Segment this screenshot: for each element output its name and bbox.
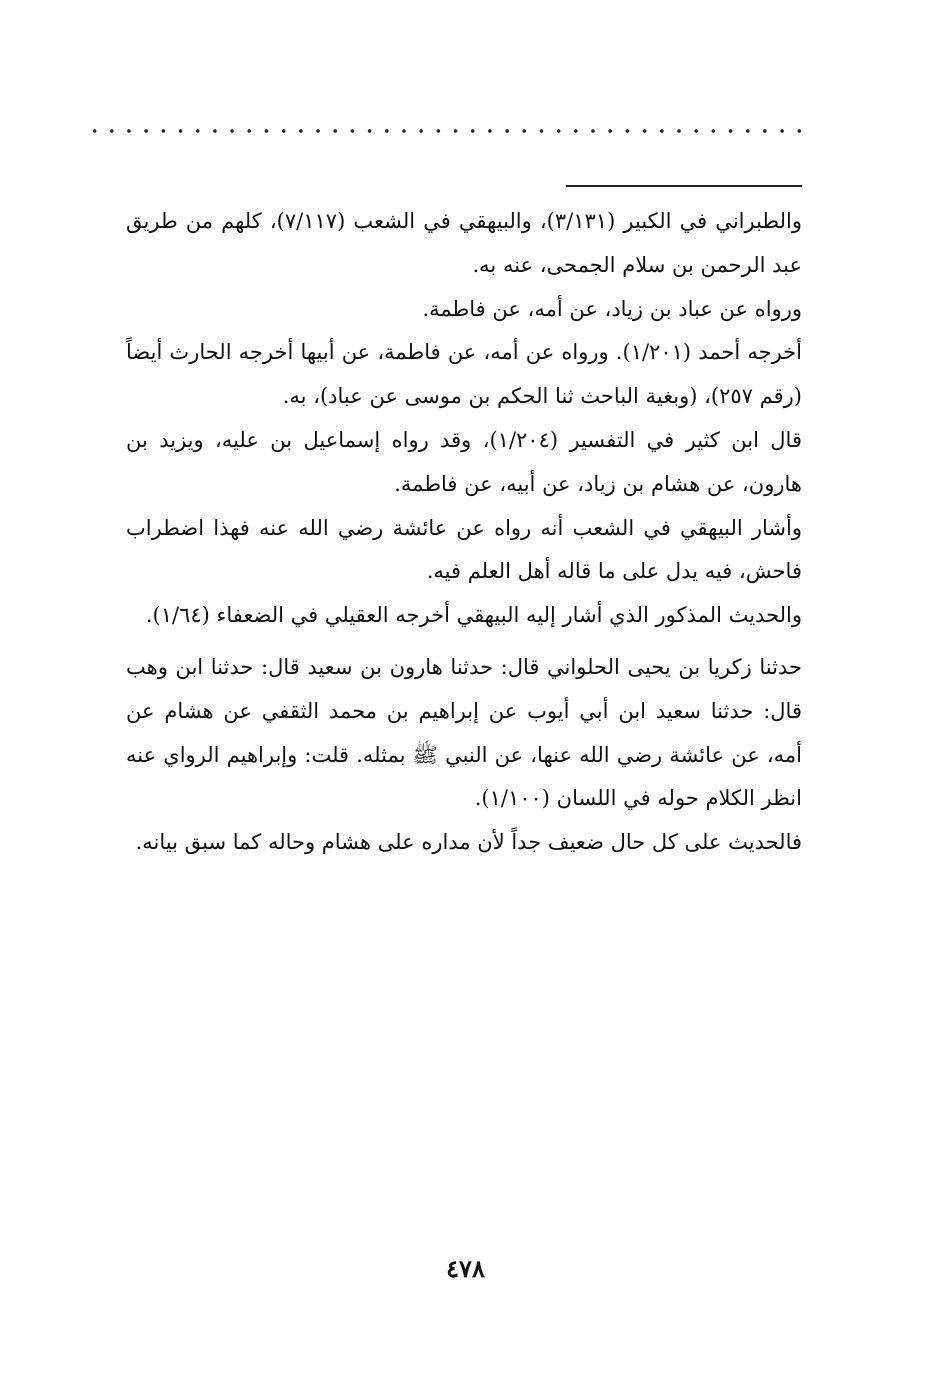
footnote-paragraph: حدثنا زكريا بن يحيى الحلواني قال: حدثنا هارون بن سعيد قال: حدثنا ابن وهب قال: حدثنا سعيد ابن أبي أيوب عن إبراهيم بن محمد الثقفي عن هشام عن أمه، عن عائشة رضي الله عنها، عن النبي ﷺ بمثله. قلت: وإبراهيم الرواي عنه انظر الكلام حوله في اللسان (١/١٠٠). <box>126 654 802 811</box>
footnote-text-block <box>126 200 802 865</box>
page-number: ٤٧٨ <box>446 1254 485 1283</box>
footnote-paragraph: والطبراني في الكبير (٣/١٣١)، والبيهقي في الشعب (٧/١١٧)، كلهم من طريق عبد الرحمن بن سلام الجمحى، عنه به. <box>126 209 803 277</box>
footnote-paragraph: قال ابن كثير في التفسير (١/٢٠٤)، وقد رواه إسماعيل بن عليه، ويزيد بن هارون، عن هشام بن زياد، عن أبيه، عن فاطمة. <box>126 427 802 496</box>
footnote-paragraph: وأشار البيهقي في الشعب أنه رواه عن عائشة رضي الله عنه فهذا اضطراب فاحش، فيه يدل على ما قاله أهل العلم فيه. <box>126 515 802 584</box>
footnote-paragraph: أخرجه أحمد (١/٢٠١). ورواه عن أمه، عن فاطمة، عن أبيها أخرجه الحارث أيضاً (رقم ٢٥٧)، (وبغية الباحث ثنا الحكم بن موسى عن عباد)، به. <box>126 340 802 409</box>
footnote-paragraph: ورواه عن عباد بن زياد، عن أمه، عن فاطمة. <box>422 296 802 321</box>
dotted-separator <box>86 128 802 134</box>
footnote-paragraph: فالحديث على كل حال ضعيف جداً لأن مداره على هشام وحاله كما سبق بيانه. <box>135 830 802 855</box>
footnote-separator-line <box>566 185 802 187</box>
footnote-paragraph: والحديث المذكور الذي أشار إليه البيهقي أخرجه العقيلي في الضعفاء (١/٦٤). <box>145 603 802 628</box>
